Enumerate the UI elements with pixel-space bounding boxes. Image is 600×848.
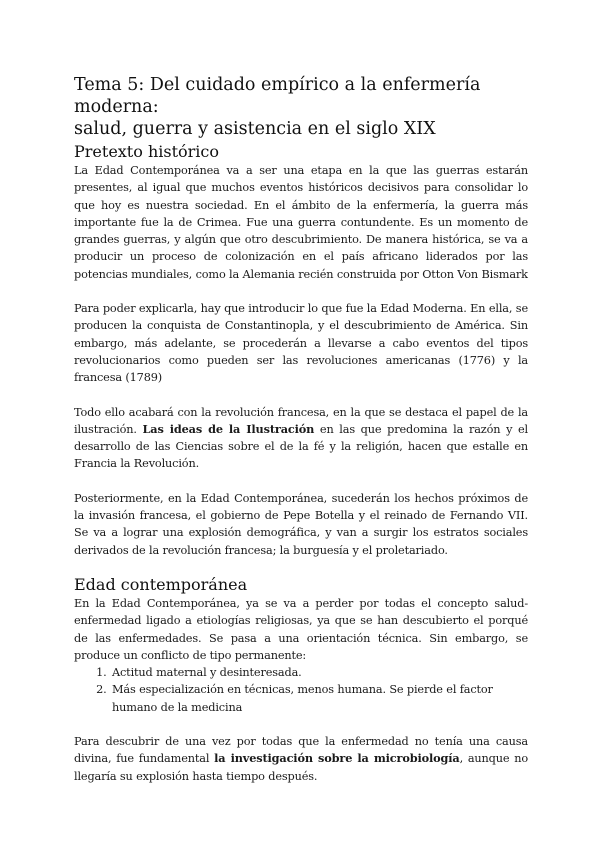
title-line-2: salud, guerra y asistencia en el siglo XIX <box>74 119 436 139</box>
text-run: en las que predomina la razón y el desarrollo de las Ciencias sobre el de la fé y la religión, hacen que estalle en Francia la Revolución. <box>74 422 529 471</box>
title-line-1: Tema 5: Del cuidado empírico a la enfermería moderna: <box>74 75 481 117</box>
document-body <box>74 74 528 785</box>
paragraph <box>74 733 528 785</box>
text-run: Para descubrir de una vez por todas que la enfermedad no tenía una causa divina, fue fundamental <box>74 735 528 766</box>
numbered-list <box>74 664 528 716</box>
document-title <box>74 74 528 140</box>
paragraph: En la Edad Contemporánea, ya se va a perder por todas el concepto salud-enfermedad ligado a etiologías religiosas, ya que se han descubierto el porqué de las enfermedades. Se pasa a una orientación técnica. Sin embargo, se produce un conflicto de tipo permanente: <box>74 596 528 662</box>
list-item: 1. Actitud maternal y desinteresada. <box>110 664 528 681</box>
text-run: , aunque no llegaría su explosión hasta tiempo después. <box>74 752 528 783</box>
bold-text: la investigación sobre la microbiología <box>214 751 460 766</box>
section-heading-edad-contemporanea: Edad contemporánea <box>74 574 248 594</box>
paragraph <box>74 404 528 473</box>
paragraph: La Edad Contemporánea va a ser una etapa en la que las guerras estarán presentes, al igual que muchos eventos históricos decisivos para consolidar lo que hoy es nuestra sociedad. En el ámbito de la enfermería, la guerra más importante fue la de Crimea. Fue una guerra contundente. Es un momento de grandes guerras, y algún que otro descubrimiento. De manera histórica, se va a producir un proceso de colonización en el país africano liderados por las potencias mundiales, como la Alemania recién construida por Otton Von Bismark <box>74 164 528 281</box>
text-run: Todo ello acabará con la revolución francesa, en la que se destaca el papel de la ilustración. <box>74 405 528 436</box>
bold-text: Las ideas de la Ilustración <box>142 421 315 436</box>
list-item: 2. Más especialización en técnicas, menos humana. Se pierde el factor humano de la medicina <box>110 681 528 716</box>
section-heading-pretexto: Pretexto histórico <box>74 142 220 161</box>
paragraph: Para poder explicarla, hay que introducir lo que fue la Edad Moderna. En ella, se producen la conquista de Constantinopla, y el descubrimiento de América. Sin embargo, más adelante, se procederán a llevarse a cabo eventos del tipos revolucionarios como pueden ser las revoluciones americanas (1776) y la francesa (1789) <box>74 302 528 385</box>
paragraph: Posteriormente, en la Edad Contemporánea, sucederán los hechos próximos de la invasión francesa, el gobierno de Pepe Botella y el reinado de Fernando VII. Se va a lograr una explosión demográfica, y van a surgir los estratos sociales derivados de la revolución francesa; la burguesía y el proletariado. <box>74 491 528 557</box>
